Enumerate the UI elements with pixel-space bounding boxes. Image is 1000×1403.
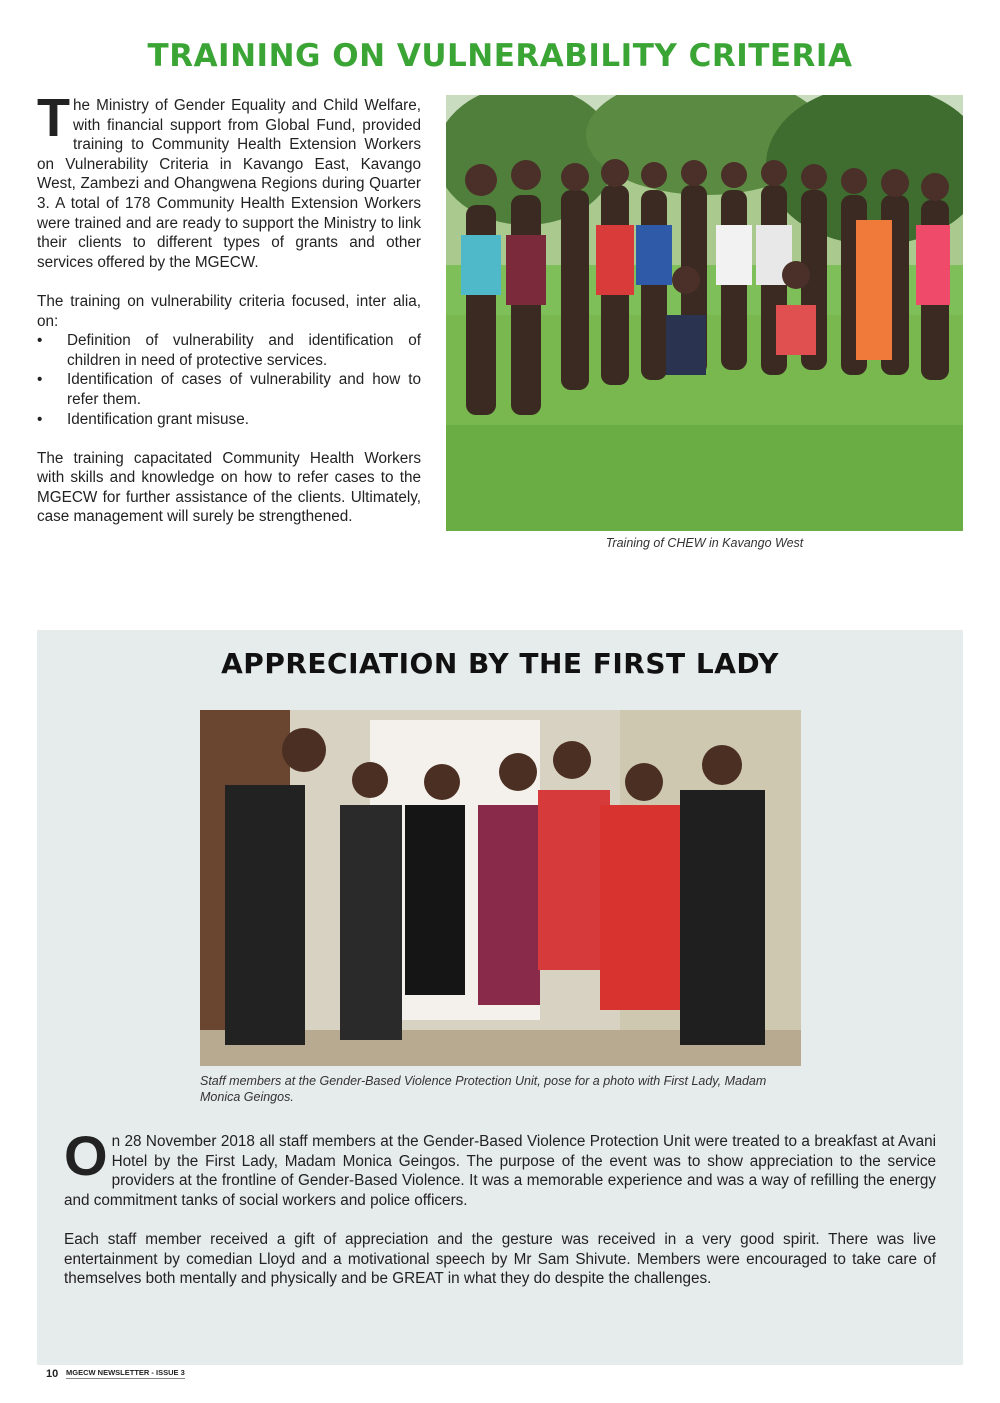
first-lady-group-photo xyxy=(200,710,801,1066)
photo-caption-training: Training of CHEW in Kavango West xyxy=(605,536,804,550)
article-appreciation-text xyxy=(64,1124,936,1289)
newsletter-label: MGECW NEWSLETTER - ISSUE 3 xyxy=(66,1368,185,1377)
drop-cap: O xyxy=(64,1124,108,1187)
photo-caption-appreciation: Staff members at the Gender-Based Violence Protection Unit, pose for a photo with First Lady, Madam Monica Geingos. xyxy=(200,1074,767,1104)
appreciation-panel xyxy=(37,630,963,1365)
bullet-item: • Identification of cases of vulnerability and how to refer them. xyxy=(37,370,421,409)
bullet-item: • Identification grant misuse. xyxy=(37,410,421,430)
paragraph: Each staff member received a gift of appreciation and the gesture was received in a very good spirit. There was live entertainment by comedian Lloyd and a motivational speech by Mr Sam Shivute. Members were encouraged to take care of themselves both mentally and physically and be GREAT in what they do despite the challenges. xyxy=(64,1230,936,1288)
training-group-photo xyxy=(446,95,963,531)
section-title-training: TRAINING ON VULNERABILITY CRITERIA xyxy=(147,38,853,74)
section-title-appreciation: APPRECIATION BY THE FIRST LADY xyxy=(221,647,779,680)
paragraph-text: n 28 November 2018 all staff members at the Gender-Based Violence Protection Unit were treated to a breakfast at Avani Hotel by the First Lady, Madam Monica Geingos. The purpose of the event was to show appreciation to the service providers at the frontline of Gender-Based Violence. It was a memorable experience and was a way of refilling the energy and commitment tanks of social workers and police officers. xyxy=(64,1133,936,1209)
bullet-item: • Definition of vulnerability and identification of children in need of protective services. xyxy=(37,331,421,370)
paragraph xyxy=(64,1124,936,1210)
paragraph-text: he Ministry of Gender Equality and Child Welfare, with financial support from Global Fund, provided training to Community Health Extension Workers on Vulnerability Criteria in Kavango East, Kavango West, Zambezi and Ohangwena Regions during Quarter 3. A total of 178 Community Health Extension Workers were trained and are ready to support the Ministry to link their clients to different types of grants and other services offered by the MGECW. xyxy=(37,97,421,271)
drop-cap: T xyxy=(37,88,70,148)
page-number: 10 xyxy=(46,1368,59,1380)
article-training-text xyxy=(37,88,421,527)
paragraph: The training capacitated Community Health Workers with skills and knowledge on how to refer cases to the MGECW for further assistance of the clients. Ultimately, case management will surely be strengthened. xyxy=(37,449,421,526)
bullet-list xyxy=(37,331,421,429)
paragraph xyxy=(37,88,421,272)
paragraph: The training on vulnerability criteria focused, inter alia, on: xyxy=(37,292,421,330)
